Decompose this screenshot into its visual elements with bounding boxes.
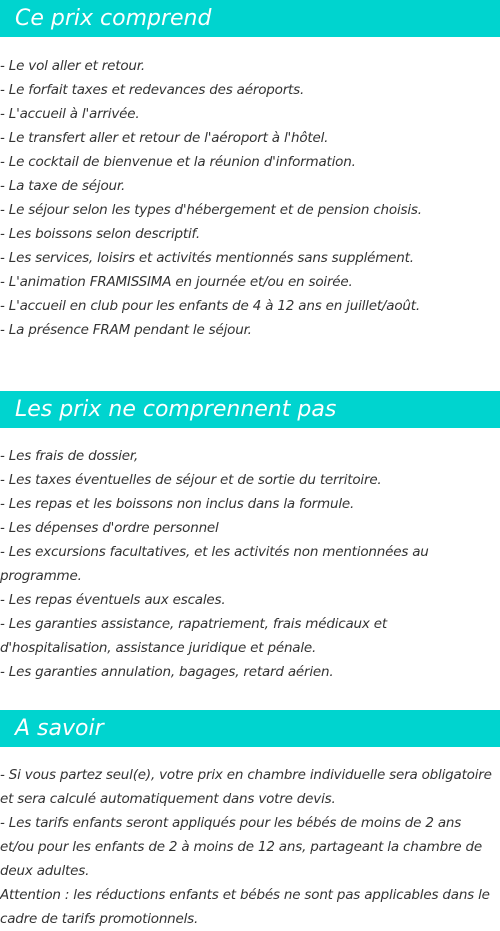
- list-item: - Les garanties annulation, bagages, retard aérien.: [0, 664, 334, 680]
- list-item: - Le forfait taxes et redevances des aéroports.: [0, 82, 305, 98]
- list-item: - Les boissons selon descriptif.: [0, 226, 200, 242]
- list-item: - Les dépenses d'ordre personnel: [0, 520, 219, 536]
- list-item: - Le cocktail de bienvenue et la réunion d'information.: [0, 154, 356, 170]
- section-title-price-includes: Ce prix comprend: [0, 0, 500, 37]
- list-item: - Le vol aller et retour.: [0, 58, 145, 74]
- list-item: - Les services, loisirs et activités mentionnés sans supplément.: [0, 250, 414, 266]
- list-item: Attention : les réductions enfants et bébés ne sont pas applicables dans le cadre de tarifs promotionnels.: [0, 887, 490, 927]
- list-item: - Les frais de dossier,: [0, 448, 139, 464]
- good-to-know-list: [0, 763, 500, 931]
- price-includes-list: [0, 54, 500, 342]
- list-item: - La présence FRAM pendant le séjour.: [0, 322, 252, 338]
- list-item: - Si vous partez seul(e), votre prix en chambre individuelle sera obligatoire et sera calculé automatiquement dans votre devis.: [0, 767, 492, 807]
- section-price-includes: [0, 0, 500, 342]
- list-item: - Le transfert aller et retour de l'aéroport à l'hôtel.: [0, 130, 329, 146]
- list-item: - Les repas et les boissons non inclus dans la formule.: [0, 496, 355, 512]
- section-price-excludes: [0, 391, 500, 684]
- list-item: - L'accueil en club pour les enfants de 4 à 12 ans en juillet/août.: [0, 298, 420, 314]
- price-excludes-list: [0, 444, 500, 684]
- list-item: - La taxe de séjour.: [0, 178, 126, 194]
- section-title-good-to-know: A savoir: [0, 710, 500, 747]
- list-item: - Les garanties assistance, rapatriement, frais médicaux et d'hospitalisation, assistance juridique et pénale.: [0, 616, 387, 656]
- list-item: - Les taxes éventuelles de séjour et de sortie du territoire.: [0, 472, 382, 488]
- list-item: - Les tarifs enfants seront appliqués pour les bébés de moins de 2 ans et/ou pour les enfants de 2 à moins de 12 ans, partageant la chambre de deux adultes.: [0, 815, 483, 879]
- list-item: - L'animation FRAMISSIMA en journée et/ou en soirée.: [0, 274, 353, 290]
- list-item: - Les repas éventuels aux escales.: [0, 592, 226, 608]
- list-item: - Le séjour selon les types d'hébergement et de pension choisis.: [0, 202, 422, 218]
- list-item: - Les excursions facultatives, et les activités non mentionnées au programme.: [0, 544, 429, 584]
- section-good-to-know: [0, 710, 500, 931]
- section-title-price-excludes: Les prix ne comprennent pas: [0, 391, 500, 428]
- list-item: - L'accueil à l'arrivée.: [0, 106, 140, 122]
